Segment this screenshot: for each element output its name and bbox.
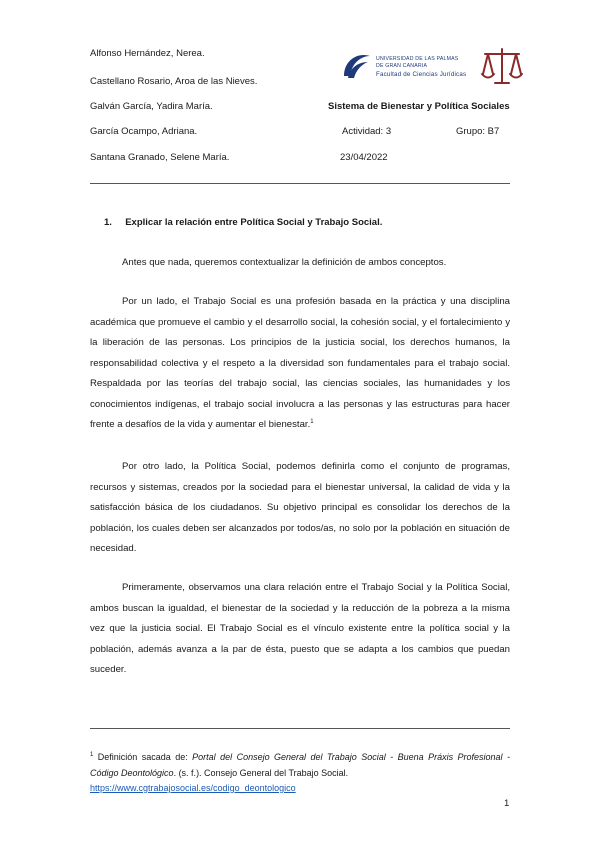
paragraph-trabajo-social — [90, 292, 510, 436]
footnote-source-rest: . (s. f.). Consejo General del Trabajo Social. — [173, 767, 349, 778]
subject-title: Sistema de Bienestar y Política Sociales — [328, 101, 510, 112]
footnote-divider — [90, 728, 510, 729]
footnote-source-title: Portal del Consejo General del Trabajo Social - Buena Práxis Profesional - Código Deontológico — [90, 752, 510, 778]
logo-line-1: UNIVERSIDAD DE LAS PALMAS — [376, 56, 459, 62]
footnote-reference: 1 — [310, 418, 314, 425]
section-number: 1. — [104, 217, 112, 228]
author-5: Santana Granado, Selene María. — [90, 152, 230, 163]
date-label: 23/04/2022 — [340, 152, 388, 163]
paragraph-trabajo-social-text: Por un lado, el Trabajo Social es una profesión basada en la práctica y una disciplina académica que promueve el cambio y el desarrollo social, la cohesión social, y el fortalecimiento y la liberación de las personas. Los principios de la justicia social, los derechos humanos, la responsabilidad colectiva y el respeto a la diversidad son fundamentales para el trabajo social. Respaldada por las teorías del trabajo social, las ciencias sociales, las humanidades y los conocimientos indígenas, el trabajo social involucra a las personas y las estructuras para hacer frente a desafíos de la vida y aumentar el bienestar. — [90, 296, 510, 430]
header-divider — [90, 183, 510, 184]
paragraph-intro: Antes que nada, queremos contextualizar la definición de ambos conceptos. — [122, 257, 447, 268]
section-heading — [104, 217, 382, 229]
university-emblem-icon — [340, 50, 374, 82]
group-label: Grupo: B7 — [456, 126, 500, 137]
section-title: Explicar la relación entre Política Social y Trabajo Social. — [125, 217, 383, 228]
activity-label: Actividad: 3 — [342, 126, 392, 137]
footnote — [90, 748, 510, 797]
footnote-prefix: Definición sacada de: — [97, 752, 193, 762]
author-2: Castellano Rosario, Aroa de las Nieves. — [90, 76, 258, 87]
logo-faculty: Facultad de Ciencias Jurídicas — [376, 71, 467, 78]
page-number: 1 — [504, 798, 510, 809]
footnote-marker: 1 — [90, 752, 94, 758]
paragraph-politica-social: Por otro lado, la Política Social, podemos definirla como el conjunto de programas, recursos y sistemas, creados por la sociedad para el bienestar universal, la calidad de vida y la satisfacción básica de los ciudadanos. Su objetivo principal es consolidar los derechos de la población, los cuales deben ser alcanzados por todos/as, no solo por la población en situación de necesidad. — [90, 461, 510, 554]
logo-line-2: DE GRAN CANARIA — [376, 63, 428, 69]
author-1: Alfonso Hernández, Nerea. — [90, 48, 205, 59]
scales-of-justice-icon — [480, 46, 524, 88]
author-3: Galván García, Yadira María. — [90, 101, 213, 112]
author-4: García Ocampo, Adriana. — [90, 126, 198, 137]
university-logo — [340, 50, 470, 86]
paragraph-relacion: Primeramente, observamos una clara relación entre el Trabajo Social y la Política Social, ambos buscan la igualdad, el bienestar de la sociedad y la reducción de la pobreza a la misma vez que la justicia social. El Trabajo Social es el vínculo existente entre la política social y la población, además avanza a la par de ésta, puesto que se adapta a los cambios que puedan suceder. — [90, 582, 510, 675]
footnote-link[interactable]: https://www.cgtrabajosocial.es/codigo_deontologico — [90, 783, 296, 793]
